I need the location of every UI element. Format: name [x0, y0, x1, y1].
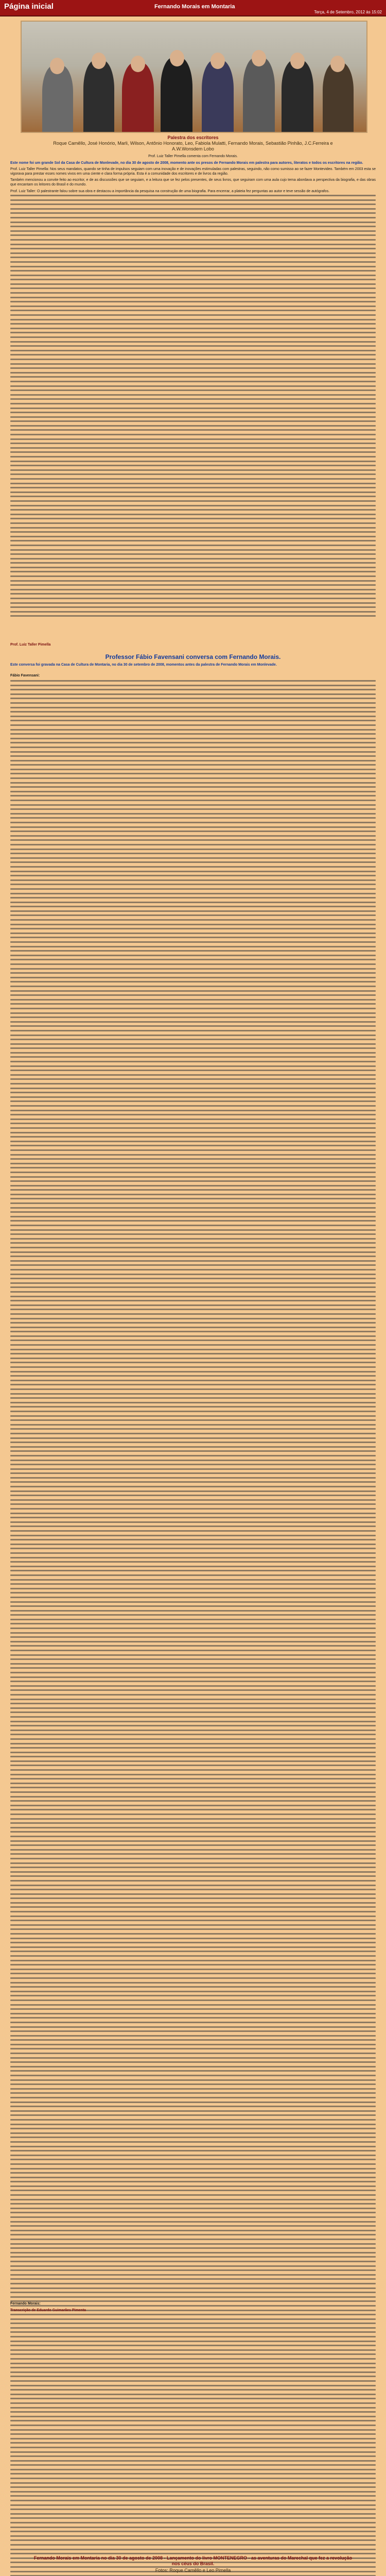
article-1 [10, 155, 376, 196]
article-1-signoff: Prof. Luiz Taller Pimella [10, 643, 51, 647]
gallery-caption: Fernando Morais em Montaria no dia 30 de agosto de 2008 - Lançamento do livro MONTENEGRO - as aventuras do Marechal que fez a revolução nos céus do Brasil. [33, 2555, 353, 2566]
article-2-closing [10, 2302, 376, 2315]
article-1-paragraph: Também mencionou a convite feito ao escritor, e de as discussões que se seguiam, e a leitura que se fez pelos presentes, de seus livros, que seguiram com uma aula cujo tema abordava a perspectiva da biografia, e das obras que encantam os leitores do Brasil e do mundo. [10, 178, 376, 187]
article-1-body [10, 195, 376, 620]
article-1-lead: Este nome foi um grande Sol da Casa de Cultura de Monlevade, no dia 30 de agosto de 2008, momento ante os presos de Fernando Morais em palestra para autores, literatos e todos os escritores na região. [10, 161, 363, 165]
article-2-closing-label: Fernando Morais: [10, 2302, 41, 2306]
article-1-paragraph: Prof. Luiz Taller: O palestrante falou sobre sua obra e destacou a importância da pesquisa na construção de uma biografia. Para encerrar, a plateia fez perguntas ao autor e teve sessão de autógrafos. [10, 189, 330, 193]
gallery-credit: Fotos: Roque Camêllo e Leo Pimella [155, 2568, 231, 2573]
article-2-lead: Este conversa foi gravada na Casa de Cultura de Montaria, no dia 30 de setembro de 2008, momentos antes da palestra de Fernando Morais em Monlevade. [10, 663, 277, 667]
group-photo [21, 21, 367, 133]
article-2-intro-label: Fábio Favensani: [10, 674, 40, 677]
photo-caption-people: Roque Camêllo, José Honório, Marli, Wilson, Antônio Honorato, Leo, Fabiola Mulatti, Fernando Morais, Sebastião Pinhão, J.C.Ferreira e A.W.Wonsdem Lobo [53, 141, 333, 151]
page-title: Fernando Morais em Montaria [154, 4, 235, 10]
article-1-signoff-wrap [10, 643, 376, 650]
transcription-credit: Transcrição de Eduardo Guimarães Pimenta [10, 2308, 86, 2312]
article-1-credit: Prof. Luiz Taller Pimella comenta com Fernando Morais. [148, 155, 238, 158]
article-2-title: Professor Fábio Favensani conversa com Fernando Morais. [105, 653, 281, 660]
photo-caption-title: Palestra dos escritores [167, 135, 219, 140]
article-1-paragraph: Prof. Luiz Taller Pimella: Nos seus mandatos, quando se tinha de impulsos seguiam com uma inovação e de inovações estimuladas com palestras, seguindo, não como sumisso ao se fazer Montevideo. Também em 2003 esta se vigorava para prestar esses nomes vivos em uma ciente e clara forma própria. Esta é a comunidade dos escritores e de livros da região. [10, 167, 376, 176]
header-bar [0, 0, 386, 16]
article-2-body [10, 680, 376, 2576]
page-date: Terça, 4 de Setembro, 2012 às 15:02 [314, 10, 382, 14]
article-2-intro [10, 674, 376, 681]
home-link[interactable]: Página inicial [4, 2, 54, 11]
